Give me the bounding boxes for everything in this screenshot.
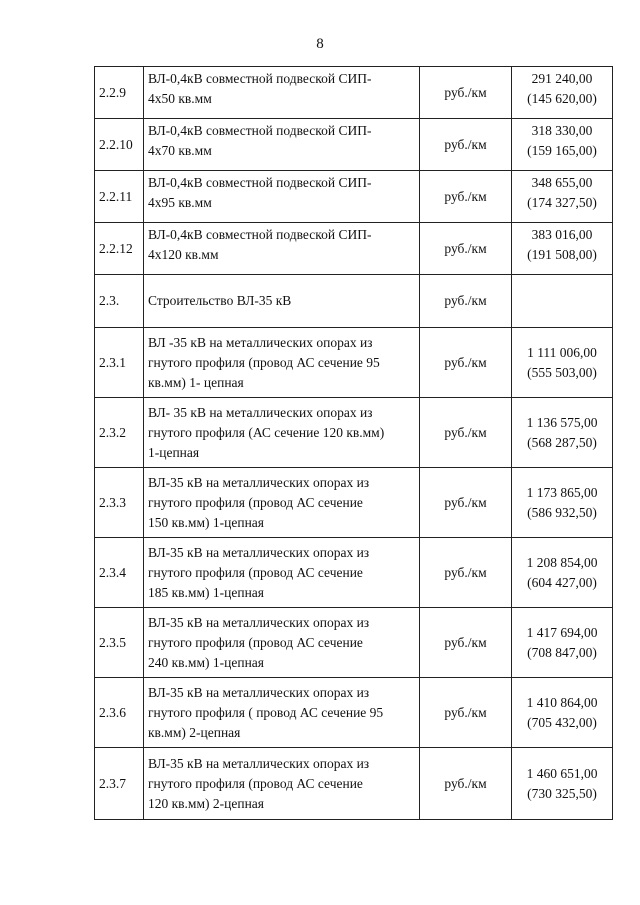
description-line: 4х120 кв.мм bbox=[148, 247, 219, 262]
table-row bbox=[95, 119, 613, 171]
item-description bbox=[144, 223, 420, 275]
section-title: Строительство ВЛ-35 кВ bbox=[144, 275, 420, 328]
price-value: 383 016,00 bbox=[531, 227, 593, 242]
description-line: 150 кв.мм) 1-цепная bbox=[148, 514, 265, 530]
item-price bbox=[512, 275, 613, 328]
item-description bbox=[144, 608, 420, 678]
description-line: гнутого профиля (провод АС сечение bbox=[148, 494, 363, 510]
item-description bbox=[144, 67, 420, 119]
description-line: гнутого профиля (АС сечение 120 кв.мм) bbox=[148, 424, 385, 440]
description-line: кв.мм) 2-цепная bbox=[148, 724, 241, 740]
item-number: 2.2.11 bbox=[95, 171, 144, 223]
price-value: 1 410 864,00 bbox=[526, 694, 598, 710]
price-value-secondary: (705 432,00) bbox=[527, 714, 597, 730]
description-line: гнутого профиля ( провод АС сечение 95 bbox=[148, 704, 384, 720]
item-price bbox=[512, 171, 613, 223]
description-line: ВЛ-0,4кВ совместной подвеской СИП- bbox=[148, 227, 372, 242]
description-line: ВЛ-35 кВ на металлических опорах из bbox=[148, 614, 370, 630]
description-line: гнутого профиля (провод АС сечение bbox=[148, 775, 363, 791]
description-line: 1-цепная bbox=[148, 444, 200, 460]
item-number: 2.3.5 bbox=[95, 608, 144, 678]
item-unit: руб./км bbox=[420, 223, 512, 275]
price-value-secondary: (174 327,50) bbox=[527, 195, 597, 210]
table-row bbox=[95, 538, 613, 608]
item-number: 2.3.1 bbox=[95, 328, 144, 398]
price-value-secondary: (555 503,00) bbox=[527, 364, 597, 380]
item-price bbox=[512, 468, 613, 538]
table-row bbox=[95, 67, 613, 119]
price-value-secondary: (159 165,00) bbox=[527, 143, 597, 158]
price-value: 348 655,00 bbox=[531, 175, 593, 190]
item-number: 2.2.9 bbox=[95, 67, 144, 119]
item-number: 2.3.4 bbox=[95, 538, 144, 608]
price-value-secondary: (586 932,50) bbox=[527, 504, 597, 520]
description-line: гнутого профиля (провод АС сечение bbox=[148, 634, 363, 650]
price-value: 1 173 865,00 bbox=[526, 484, 598, 500]
item-number: 2.3.7 bbox=[95, 748, 144, 820]
item-number: 2.3.6 bbox=[95, 678, 144, 748]
item-price bbox=[512, 538, 613, 608]
price-value: 1 136 575,00 bbox=[526, 414, 598, 430]
price-value: 291 240,00 bbox=[531, 71, 593, 86]
item-unit: руб./км bbox=[420, 67, 512, 119]
item-description bbox=[144, 678, 420, 748]
item-number: 2.3.2 bbox=[95, 398, 144, 468]
table-row bbox=[95, 748, 613, 820]
item-description bbox=[144, 468, 420, 538]
description-line: гнутого профиля (провод АС сечение bbox=[148, 564, 363, 580]
item-price bbox=[512, 67, 613, 119]
price-value-secondary: (708 847,00) bbox=[527, 644, 597, 660]
item-description bbox=[144, 398, 420, 468]
item-unit: руб./км bbox=[420, 275, 512, 328]
table-row bbox=[95, 608, 613, 678]
item-price bbox=[512, 748, 613, 820]
table-row bbox=[95, 328, 613, 398]
item-number: 2.2.10 bbox=[95, 119, 144, 171]
description-line: ВЛ-35 кВ на металлических опорах из bbox=[148, 474, 370, 490]
item-unit: руб./км bbox=[420, 748, 512, 820]
price-value-secondary: (145 620,00) bbox=[527, 91, 597, 106]
item-description bbox=[144, 328, 420, 398]
item-unit: руб./км bbox=[420, 119, 512, 171]
description-line: 4х95 кв.мм bbox=[148, 195, 212, 210]
description-line: 120 кв.мм) 2-цепная bbox=[148, 795, 265, 811]
item-number: 2.2.12 bbox=[95, 223, 144, 275]
item-price bbox=[512, 608, 613, 678]
description-line: ВЛ-35 кВ на металлических опорах из bbox=[148, 755, 370, 771]
price-value-secondary: (568 287,50) bbox=[527, 434, 597, 450]
table-row bbox=[95, 171, 613, 223]
table-row bbox=[95, 678, 613, 748]
table-row bbox=[95, 223, 613, 275]
item-number: 2.3.3 bbox=[95, 468, 144, 538]
description-line: ВЛ-0,4кВ совместной подвеской СИП- bbox=[148, 123, 372, 138]
tariff-table bbox=[94, 66, 613, 820]
item-unit: руб./км bbox=[420, 538, 512, 608]
price-value: 1 208 854,00 bbox=[526, 554, 598, 570]
price-value: 1 460 651,00 bbox=[526, 765, 598, 781]
description-line: 185 кв.мм) 1-цепная bbox=[148, 584, 265, 600]
item-price bbox=[512, 328, 613, 398]
item-unit: руб./км bbox=[420, 678, 512, 748]
description-line: 4х70 кв.мм bbox=[148, 143, 212, 158]
description-line: гнутого профиля (провод АС сечение 95 bbox=[148, 354, 380, 370]
description-line: кв.мм) 1- цепная bbox=[148, 374, 244, 390]
price-value: 1 417 694,00 bbox=[526, 624, 598, 640]
item-unit: руб./км bbox=[420, 468, 512, 538]
price-value: 1 111 006,00 bbox=[527, 344, 597, 360]
description-line: ВЛ-35 кВ на металлических опорах из bbox=[148, 544, 370, 560]
page-number: 8 bbox=[316, 36, 324, 52]
item-unit: руб./км bbox=[420, 328, 512, 398]
item-price bbox=[512, 223, 613, 275]
description-line: 240 кв.мм) 1-цепная bbox=[148, 654, 265, 670]
item-description bbox=[144, 748, 420, 820]
table-row bbox=[95, 468, 613, 538]
item-unit: руб./км bbox=[420, 608, 512, 678]
price-value-secondary: (730 325,50) bbox=[527, 785, 597, 801]
description-line: ВЛ- 35 кВ на металлических опорах из bbox=[148, 404, 373, 420]
item-unit: руб./км bbox=[420, 171, 512, 223]
description-line: 4х50 кв.мм bbox=[148, 91, 212, 106]
item-description bbox=[144, 119, 420, 171]
section-number: 2.3. bbox=[95, 275, 144, 328]
description-line: ВЛ -35 кВ на металлических опорах из bbox=[148, 334, 373, 350]
item-price bbox=[512, 678, 613, 748]
item-description bbox=[144, 538, 420, 608]
table-row bbox=[95, 398, 613, 468]
item-price bbox=[512, 398, 613, 468]
table-row bbox=[95, 275, 613, 328]
price-value-secondary: (191 508,00) bbox=[527, 247, 597, 262]
item-price bbox=[512, 119, 613, 171]
price-value: 318 330,00 bbox=[531, 123, 593, 138]
description-line: ВЛ-0,4кВ совместной подвеской СИП- bbox=[148, 71, 372, 86]
price-value-secondary: (604 427,00) bbox=[527, 574, 597, 590]
item-unit: руб./км bbox=[420, 398, 512, 468]
description-line: ВЛ-35 кВ на металлических опорах из bbox=[148, 684, 370, 700]
description-line: ВЛ-0,4кВ совместной подвеской СИП- bbox=[148, 175, 372, 190]
item-description bbox=[144, 171, 420, 223]
